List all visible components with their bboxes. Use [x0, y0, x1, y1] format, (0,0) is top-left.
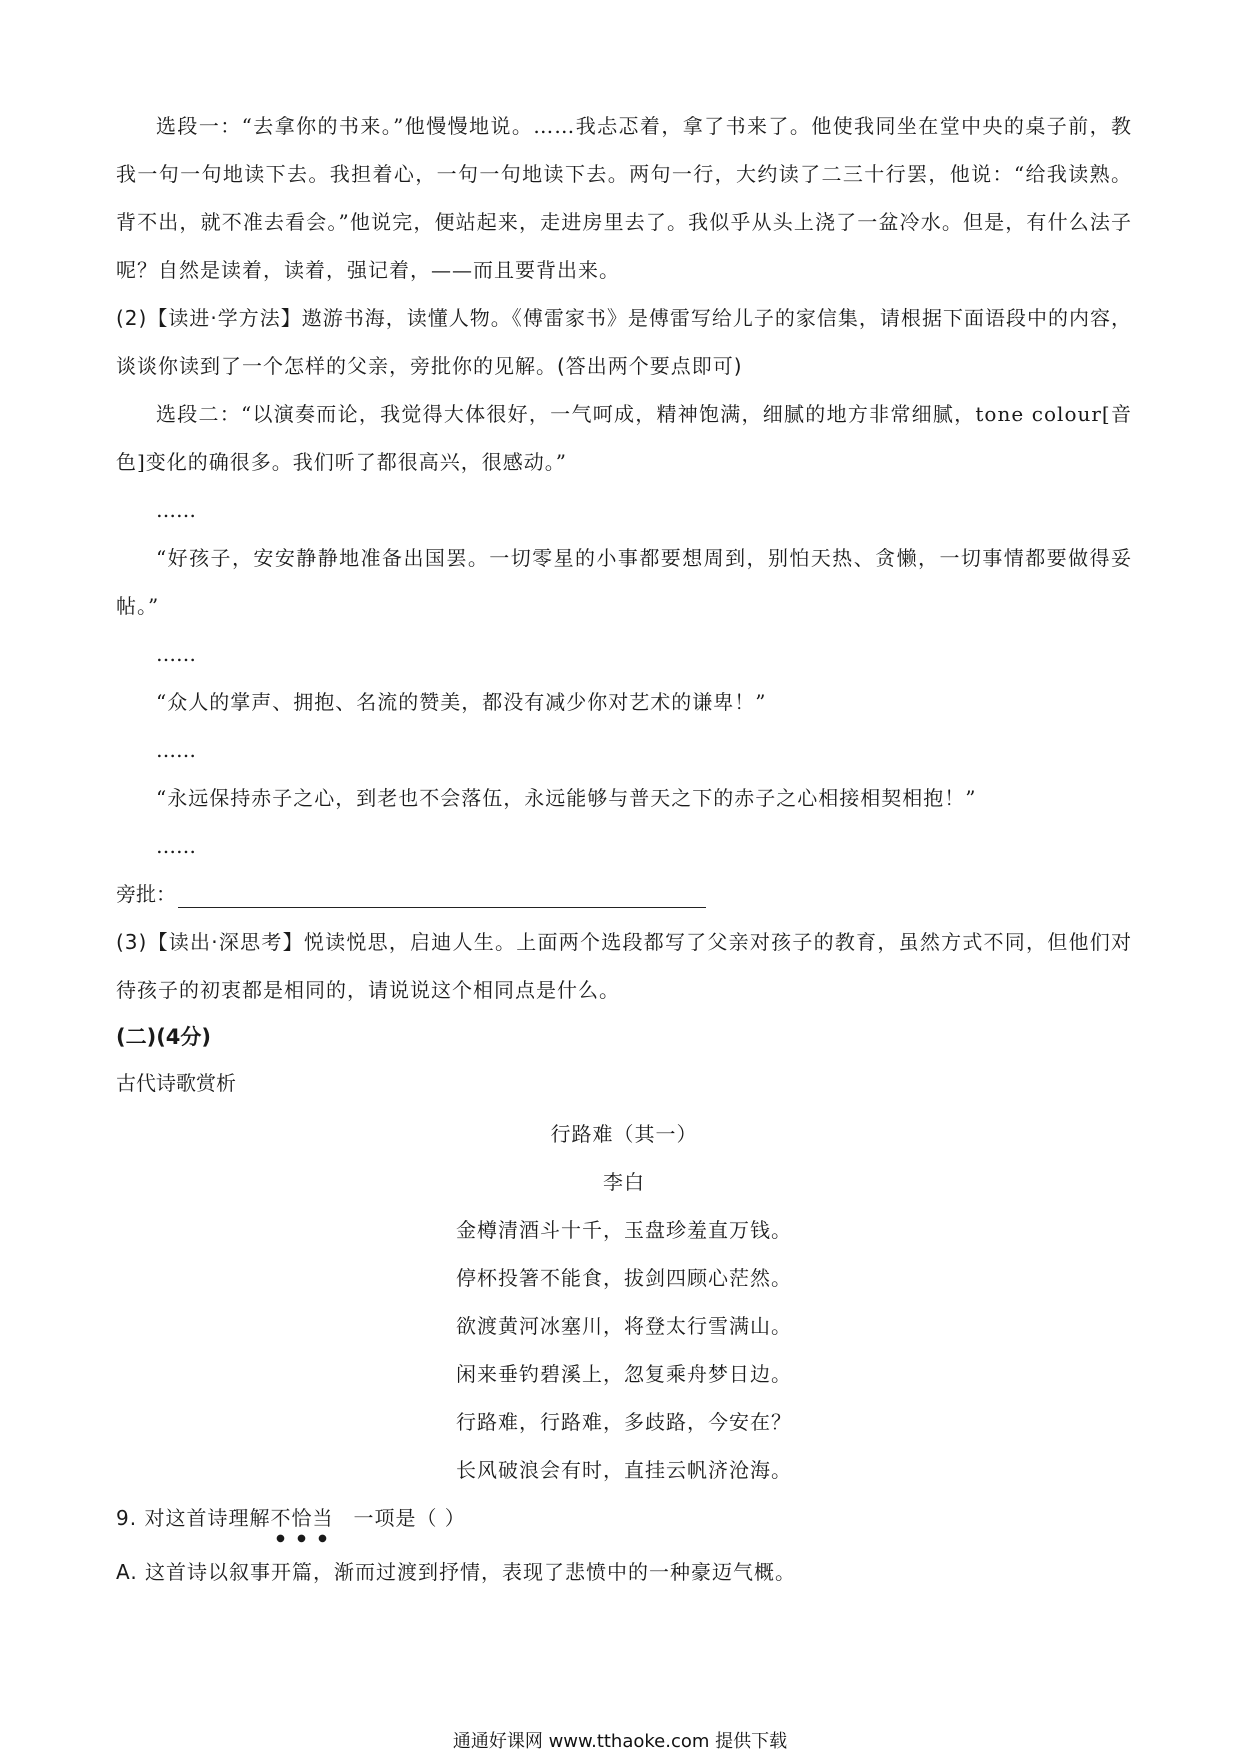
passage-two-para-1: 选段二：“以演奏而论，我觉得大体很好，一气呵成，精神饱满，细腻的地方非常细腻，tone colour[音色]变化的确很多。我们听了都很高兴，很感动。”: [116, 402, 1132, 474]
section-two-subtitle: 古代诗歌赏析: [116, 1071, 236, 1095]
poem-title: 行路难（其一）: [550, 1122, 698, 1146]
emphasis-char: 当 ●: [312, 1506, 334, 1544]
question-9-prefix: 9. 对这首诗理解: [116, 1506, 271, 1530]
ellipsis-3: ……: [156, 738, 196, 762]
ellipsis-1: ……: [156, 498, 196, 522]
question-9: [116, 1494, 1132, 1542]
annotation-label: 旁批：: [116, 882, 176, 906]
poem-line: 停杯投箸不能食，拔剑四顾心茫然。: [456, 1266, 792, 1290]
poem-line: 长风破浪会有时，直挂云帆济沧海。: [456, 1458, 792, 1482]
poem-line: 金樽清酒斗十千，玉盘珍羞直万钱。: [456, 1218, 792, 1242]
question-3: (3)【读出·深思考】悦读悦思，启迪人生。上面两个选段都写了父亲对孩子的教育，虽然方式不同，但他们对待孩子的初衷都是相同的，请说说这个相同点是什么。: [116, 930, 1132, 1002]
ellipsis-4: ……: [156, 834, 196, 858]
footer-credit: 通通好课网 www.tthaoke.com 提供下载: [452, 1731, 788, 1752]
poem-line: 闲来垂钓碧溪上，忽复乘舟梦日边。: [456, 1362, 792, 1386]
poem-line: 行路难，行路难，多歧路，今安在？: [456, 1410, 792, 1434]
option-a: A. 这首诗以叙事开篇，渐而过渡到抒情，表现了悲愤中的一种豪迈气概。: [116, 1560, 797, 1584]
passage-two-para-2: “好孩子，安安静静地准备出国罢。一切零星的小事都要想周到，别怕天热、贪懒，一切事情都要做得妥帖。”: [116, 546, 1132, 618]
passage-two-para-4: “永远保持赤子之心，到老也不会落伍，永远能够与普天之下的赤子之心相接相契相抱！”: [156, 786, 977, 810]
annotation-blank[interactable]: [178, 877, 706, 908]
poem-author: 李白: [603, 1170, 645, 1194]
passage-two-para-3: “众人的掌声、拥抱、名流的赞美，都没有减少你对艺术的谦卑！”: [156, 690, 767, 714]
question-9-suffix: 一项是（ ）: [353, 1506, 466, 1530]
emphasis-char: 不 ●: [270, 1506, 292, 1544]
poem-line: 欲渡黄河冰塞川，将登太行雪满山。: [456, 1314, 792, 1338]
ellipsis-2: ……: [156, 642, 196, 666]
section-two-title: (二)(4分): [116, 1025, 212, 1049]
passage-one: 选段一：“去拿你的书来。”他慢慢地说。……我忐忑着，拿了书来了。他使我同坐在堂中央的桌子前，教我一句一句地读下去。我担着心，一句一句地读下去。两句一行，大约读了二三十行罢，他说：“给我读熟。背不出，就不准去看会。”他说完，便站起来，走进房里去了。我似乎从头上浇了一盆冷水。但是，有什么法子呢？自然是读着，读着，强记着，——而且要背出来。: [116, 114, 1132, 282]
annotation-answer-line: [116, 870, 1132, 918]
emphasis-char: 恰 ●: [291, 1506, 313, 1544]
question-2: (2)【读进·学方法】遨游书海，读懂人物。《傅雷家书》是傅雷写给儿子的家信集，请根据下面语段中的内容，谈谈你读到了一个怎样的父亲，旁批你的见解。(答出两个要点即可): [116, 306, 1132, 378]
document-content: [116, 102, 1132, 1596]
